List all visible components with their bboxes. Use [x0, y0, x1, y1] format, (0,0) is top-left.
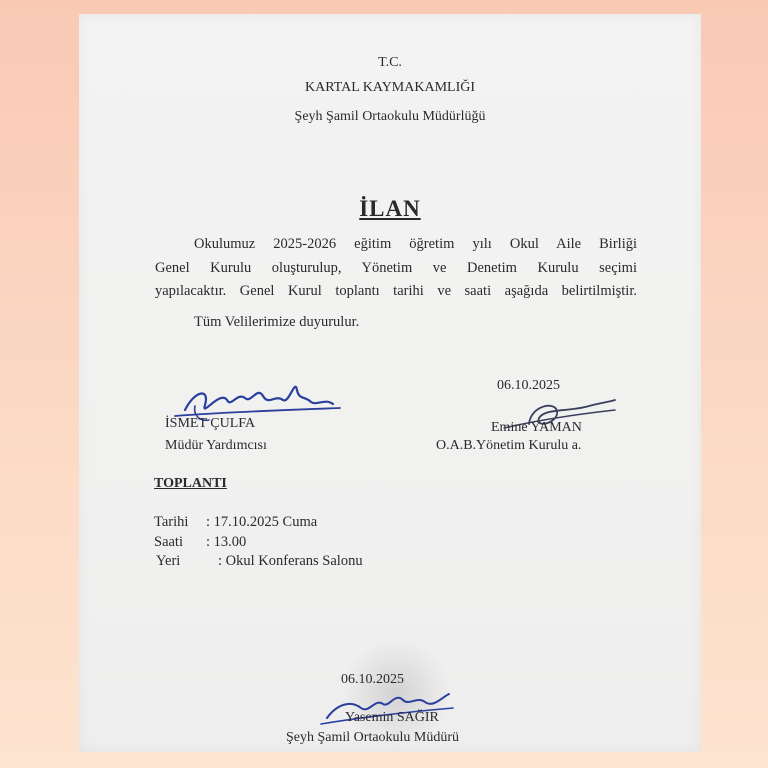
document-page [79, 14, 701, 752]
meeting-date-label: Tarihi [154, 514, 189, 530]
signature-left-name: İSMET ÇULFA [165, 416, 256, 431]
meeting-place-row [154, 553, 363, 570]
body-closing: Tüm Velilerimize duyurulur. [194, 314, 360, 330]
body-line-1: Okulumuz 2025-2026 eğitim öğretim yılı Okul Aile Birliği [194, 236, 637, 252]
meeting-place-label: Yeri [156, 553, 181, 569]
header-school: Şeyh Şamil Ortaokulu Müdürlüğü [294, 109, 486, 124]
meeting-time-row [154, 534, 246, 551]
meeting-heading: TOPLANTI [154, 476, 227, 491]
meeting-date-value: : 17.10.2025 Cuma [206, 514, 318, 530]
header-tc: T.C. [378, 55, 402, 70]
approval-title: Şeyh Şamil Ortaokulu Müdürü [286, 730, 460, 745]
body-line-2: Genel Kurulu oluşturulup, Yönetim ve Denetim Kurulu seçimi [155, 260, 637, 276]
approval-name: Yasemin SAĞIR [345, 710, 439, 725]
approval-date: 06.10.2025 [341, 672, 404, 687]
signature-right-title: O.A.B.Yönetim Kurulu a. [436, 438, 582, 453]
meeting-place-value: : Okul Konferans Salonu [218, 553, 363, 569]
signature-right-name: Emine YAMAN [491, 420, 582, 435]
meeting-date-row [154, 514, 317, 531]
document-title: İLAN [359, 196, 421, 221]
signature-left-title: Müdür Yardımcısı [165, 438, 267, 453]
header-district: KARTAL KAYMAKAMLIĞI [304, 80, 476, 95]
body-line-3: yapılacaktır. Genel Kurul toplantı tarihi ve saati aşağıda belirtilmiştir. [155, 283, 637, 299]
meeting-time-label: Saati [154, 534, 183, 550]
signature-date: 06.10.2025 [497, 378, 560, 393]
meeting-time-value: : 13.00 [206, 534, 247, 550]
